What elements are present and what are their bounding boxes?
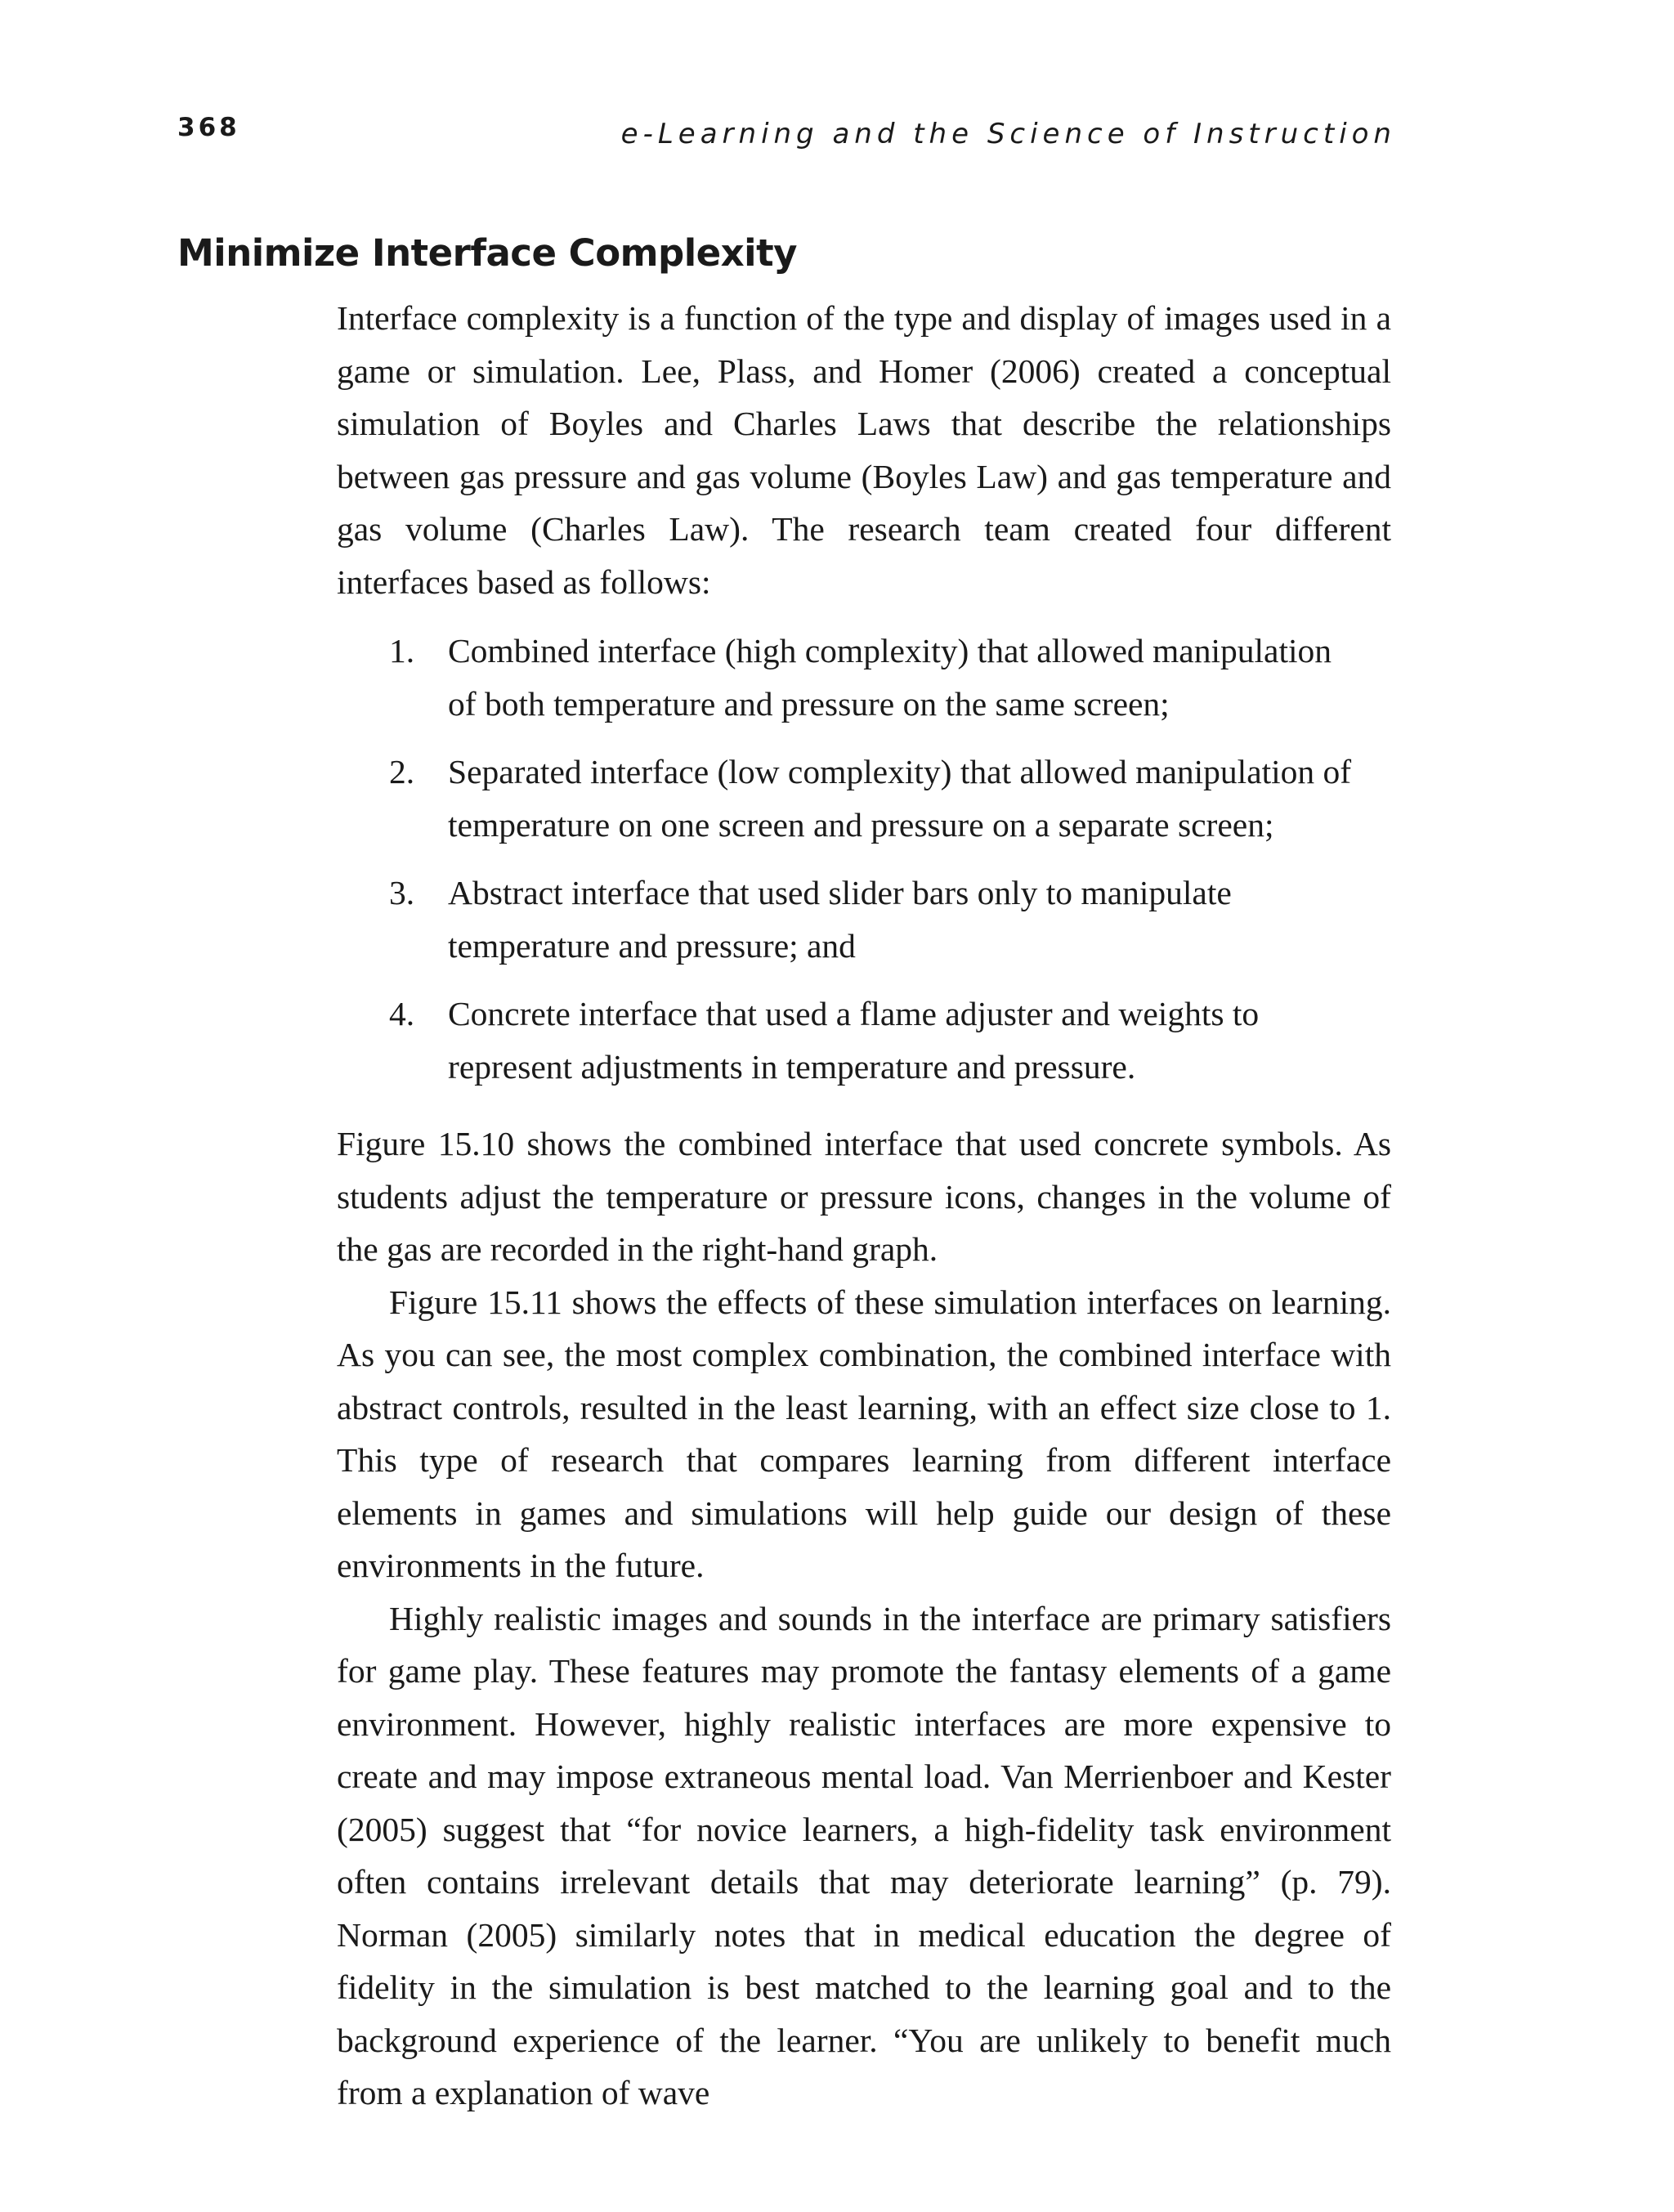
list-item bbox=[337, 987, 1391, 1093]
list-item-number: 2. bbox=[389, 753, 415, 790]
body-text bbox=[337, 292, 1391, 2120]
list-item-number: 4. bbox=[389, 995, 415, 1032]
list-item-text: Combined interface (high complexity) that allowed manipulation of both temperature and pressure on the same screen; bbox=[448, 632, 1332, 723]
realism-paragraph: Highly realistic images and sounds in the interface are primary satisfiers for game play. These features may promote the fantasy elements of a game environment. However, highly realistic interfaces are more expensive to create and may impose extraneous mental load. Van Merrienboer and Kester (2005) suggest that “for novice learners, a high-fidelity task environment often contains irrelevant details that may deteriorate learning” (p. 79). Norman (2005) similarly notes that in medical education the degree of fidelity in the simulation is best matched to the learning goal and to the background experience of the learner. “You are unlikely to benefit much from a explanation of wave bbox=[337, 1599, 1391, 2111]
page-number: 368 bbox=[177, 113, 240, 142]
intro-paragraph: Interface complexity is a function of the type and display of images used in a game or simulation. Lee, Plass, and Homer (2006) created a conceptual simulation of Boyles and Charles Laws that describe the relationships between gas pressure and gas volume (Boyles Law) and gas temperature and gas volume (Charles Law). The research team created four different interfaces based as follows: bbox=[337, 299, 1391, 601]
figure-15-10-paragraph: Figure 15.10 shows the combined interface that used concrete symbols. As students adjust the temperature or pressure icons, changes in the volume of the gas are recorded in the right-hand graph. bbox=[337, 1125, 1391, 1268]
list-item bbox=[337, 625, 1391, 730]
running-head: e-Learning and the Science of Instruction bbox=[620, 118, 1396, 150]
list-item bbox=[337, 866, 1391, 972]
list-item-text: Concrete interface that used a flame adjuster and weights to represent adjustments in temperature and pressure. bbox=[448, 995, 1260, 1086]
list-item-text: Abstract interface that used slider bars only to manipulate temperature and pressure; and bbox=[448, 874, 1232, 965]
list-item-number: 3. bbox=[389, 874, 415, 911]
list-item-text: Separated interface (low complexity) that allowed manipulation of temperature on one screen and pressure on a separate screen; bbox=[448, 753, 1352, 844]
section-title: Minimize Interface Complexity bbox=[177, 231, 797, 275]
list-item bbox=[337, 746, 1391, 851]
figure-15-11-paragraph: Figure 15.11 shows the effects of these simulation interfaces on learning. As you can see, the most complex combination, the combined interface with abstract controls, resulted in the least learning, with an effect size close to 1. This type of research that compares learning from different interface elements in games and simulations will help guide our design of these environments in the future. bbox=[337, 1283, 1391, 1584]
list-item-number: 1. bbox=[389, 632, 415, 669]
interface-list bbox=[337, 625, 1391, 1093]
